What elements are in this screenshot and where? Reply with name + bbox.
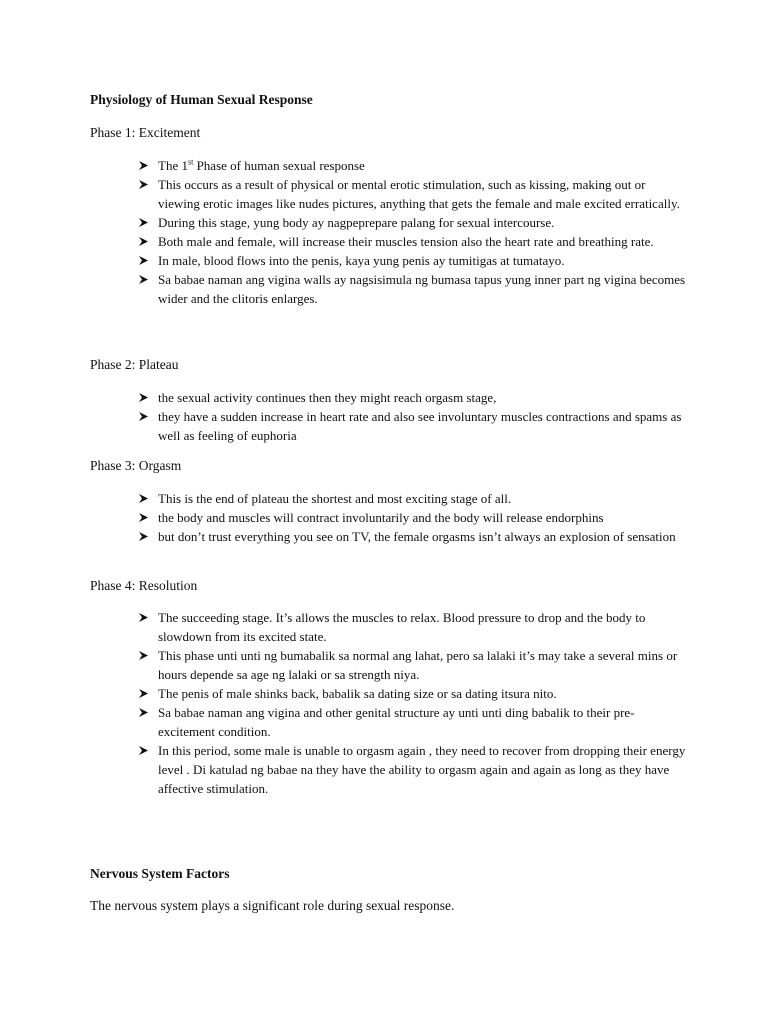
list-item <box>138 684 686 703</box>
bullet-text: The 1st Phase of human sexual response <box>158 157 365 173</box>
bullet-text: This phase unti unti ng bumabalik sa normal ang lahat, pero sa lalaki it’s may take a several mins or hours depende sa age ng lalaki or sa strength niya. <box>158 648 678 682</box>
bullet-text: This occurs as a result of physical or mental erotic stimulation, such as kissing, making out or viewing erotic images like nudes pictures, anything that gets the female and male excited erratically. <box>158 177 680 211</box>
bullet-text: Both male and female, will increase their muscles tension also the heart rate and breathing rate. <box>158 234 654 249</box>
list-item <box>138 608 686 646</box>
bullet-text: Sa babae naman ang vigina and other genital structure ay unti unti ding babalik to their pre-excitement condition. <box>158 705 635 739</box>
arrow-bullet-icon <box>138 392 150 403</box>
phase-3-list <box>138 489 686 546</box>
bullet-text: the body and muscles will contract involuntarily and the body will release endorphins <box>158 510 604 525</box>
list-item <box>138 270 686 308</box>
bullet-text: In this period, some male is unable to orgasm again , they need to recover from dropping their energy level . Di katulad ng babae na they have the ability to orgasm again and again as long as they have affective stimulation. <box>158 743 686 796</box>
bullet-text: This is the end of plateau the shortest and most exciting stage of all. <box>158 491 512 506</box>
arrow-bullet-icon <box>138 160 150 171</box>
list-item <box>138 407 686 445</box>
arrow-bullet-icon <box>138 531 150 542</box>
phase-2-list <box>138 388 686 445</box>
arrow-bullet-icon <box>138 707 150 718</box>
bullet-text: Sa babae naman ang vigina walls ay nagsisimula ng bumasa tapus yung inner part ng vigina becomes wider and the clitoris enlarges. <box>158 272 686 306</box>
bullet-text: The penis of male shinks back, babalik sa dating size or sa dating itsura nito. <box>158 686 557 701</box>
list-item <box>138 489 686 508</box>
nervous-system-heading: Nervous System Factors <box>90 866 230 881</box>
list-item <box>138 156 686 175</box>
arrow-bullet-icon <box>138 745 150 756</box>
phase-3-heading: Phase 3: Orgasm <box>90 458 182 473</box>
list-item <box>138 213 686 232</box>
arrow-bullet-icon <box>138 612 150 623</box>
phase-2-heading: Phase 2: Plateau <box>90 357 179 372</box>
list-item <box>138 527 686 546</box>
list-item <box>138 251 686 270</box>
list-item <box>138 741 686 798</box>
list-item <box>138 232 686 251</box>
arrow-bullet-icon <box>138 493 150 504</box>
bullet-text: they have a sudden increase in heart rate and also see involuntary muscles contractions and spams as well as feeling of euphoria <box>158 409 682 443</box>
arrow-bullet-icon <box>138 179 150 190</box>
arrow-bullet-icon <box>138 217 150 228</box>
bullet-text: During this stage, yung body ay nagpeprepare palang for sexual intercourse. <box>158 215 555 230</box>
list-item <box>138 388 686 407</box>
phase-1-list <box>138 156 686 308</box>
list-item <box>138 646 686 684</box>
list-item <box>138 703 686 741</box>
bullet-text: The succeeding stage. It’s allows the muscles to relax. Blood pressure to drop and the body to slowdown from its excited state. <box>158 610 646 644</box>
nervous-system-paragraph: The nervous system plays a significant role during sexual response. <box>90 898 455 913</box>
arrow-bullet-icon <box>138 274 150 285</box>
arrow-bullet-icon <box>138 236 150 247</box>
arrow-bullet-icon <box>138 512 150 523</box>
bullet-text: the sexual activity continues then they might reach orgasm stage, <box>158 390 497 405</box>
phase-1-heading: Phase 1: Excitement <box>90 125 201 140</box>
arrow-bullet-icon <box>138 650 150 661</box>
bullet-text: but don’t trust everything you see on TV, the female orgasms isn’t always an explosion of sensation <box>158 529 676 544</box>
phase-4-list <box>138 608 686 798</box>
phase-4-heading: Phase 4: Resolution <box>90 578 198 593</box>
arrow-bullet-icon <box>138 255 150 266</box>
document-title: Physiology of Human Sexual Response <box>90 92 313 107</box>
arrow-bullet-icon <box>138 411 150 422</box>
arrow-bullet-icon <box>138 688 150 699</box>
list-item <box>138 175 686 213</box>
list-item <box>138 508 686 527</box>
bullet-text: In male, blood flows into the penis, kaya yung penis ay tumitigas at tumatayo. <box>158 253 565 268</box>
